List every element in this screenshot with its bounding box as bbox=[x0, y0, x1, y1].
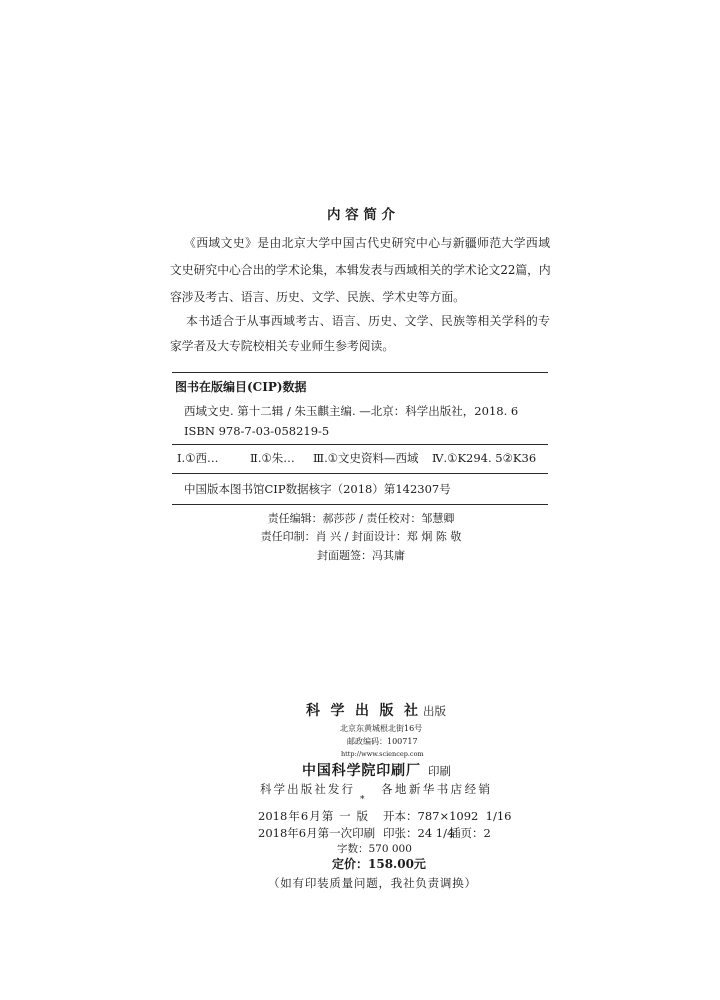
price: 定价：158.00元 bbox=[332, 857, 426, 871]
printing: 2018年6月第一次印刷 bbox=[258, 826, 376, 840]
cip-isbn: ISBN 978-7-03-058219-5 bbox=[184, 424, 330, 438]
credits-production: 责任印制：肖 兴 / 封面设计：郑 炯 陈 敬 bbox=[260, 530, 462, 543]
printer-logo-text: 中国科学院印刷厂 bbox=[302, 763, 420, 779]
cip-rule bbox=[172, 444, 548, 445]
word-count: 字数：570 000 bbox=[337, 843, 412, 855]
summary-line: 家学者及大专院校相关专业师生参考阅读。 bbox=[170, 339, 395, 353]
edition: 2018年6月第 一 版 bbox=[258, 809, 368, 823]
summary-line: 本书适合于从事西域考古、语言、历史、文学、民族等相关学科的专 bbox=[186, 314, 550, 328]
summary-title: 内 容 简 介 bbox=[326, 207, 396, 223]
cip-classification-item: Ⅳ.①K294. 5②K36 bbox=[432, 451, 537, 465]
summary-line: 《西域文史》是由北京大学中国古代史研究中心与新疆师范大学西域 bbox=[184, 236, 550, 250]
cip-rule bbox=[172, 473, 548, 474]
publisher-address: 北京东黄城根北街16号 bbox=[340, 724, 423, 733]
summary-line: 容涉及考古、语言、历史、文学、民族、学术史等方面。 bbox=[170, 290, 465, 304]
printed-sheets: 印张：24 1/4 bbox=[383, 826, 455, 840]
separator-asterisk: * bbox=[360, 795, 365, 805]
retail: 各地新华书店经销 bbox=[381, 782, 490, 796]
distributor: 科学出版社发行 bbox=[260, 782, 353, 796]
cip-record-number: 中国版本图书馆CIP数据核字（2018）第142307号 bbox=[184, 482, 451, 496]
cip-title-line: 西域文史. 第十二辑 / 朱玉麒主编. —北京：科学出版社，2018. 6 bbox=[184, 404, 519, 418]
publisher-logo-text: 科 学 出 版 社 bbox=[306, 703, 418, 719]
cip-classification-item: Ⅲ.①文史资料—西域 bbox=[313, 451, 419, 465]
credits-cover-inscription: 封面题签：冯其庸 bbox=[317, 549, 405, 562]
cip-classification-item: Ⅱ.①朱… bbox=[250, 451, 295, 465]
cip-classification-item: Ⅰ.①西… bbox=[177, 451, 219, 465]
credits-editors: 责任编辑：郝莎莎 / 责任校对：邹慧卿 bbox=[267, 512, 455, 525]
printer-action: 印刷 bbox=[428, 764, 451, 778]
book-format: 开本：787×1092 1/16 bbox=[383, 809, 512, 823]
summary-line: 文史研究中心合出的学术论集，本辑发表与西域相关的学术论文22篇，内 bbox=[170, 263, 551, 277]
quality-note: （如有印装质量问题，我社负责调换） bbox=[268, 876, 476, 890]
cip-top-rule bbox=[172, 372, 548, 373]
inserts: 插页：2 bbox=[449, 826, 491, 840]
publisher-action: 出版 bbox=[423, 704, 446, 718]
publisher-url: http://www.sciencep.com bbox=[341, 750, 424, 758]
publisher-postcode: 邮政编码：100717 bbox=[347, 737, 418, 746]
cip-heading: 图书在版编目(CIP)数据 bbox=[175, 380, 307, 394]
cip-bottom-rule bbox=[172, 504, 548, 505]
